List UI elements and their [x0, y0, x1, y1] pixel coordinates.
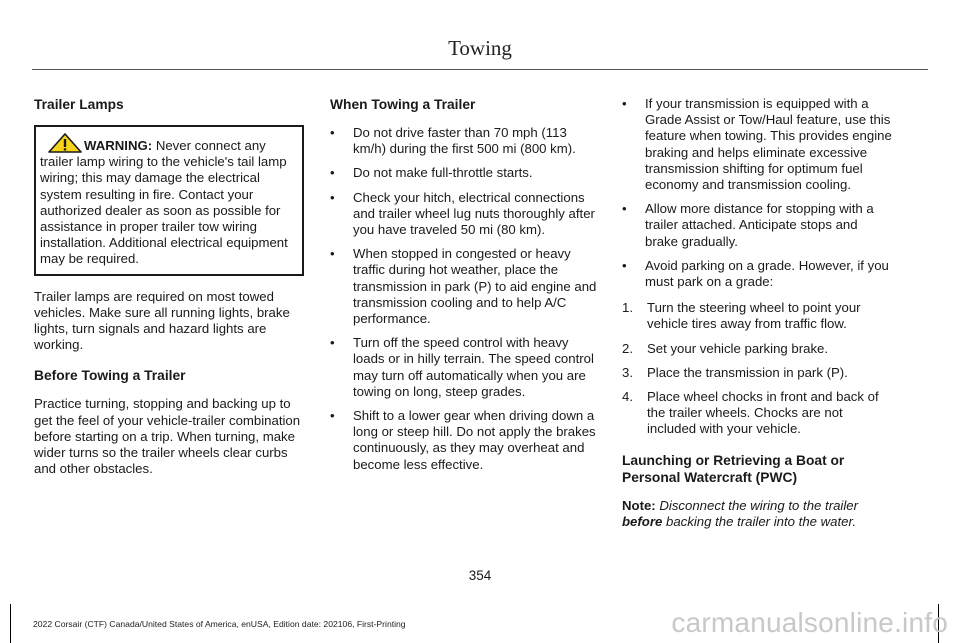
note-text-2: backing the trailer into the water.: [665, 513, 857, 529]
watermark: carmanualsonline.info: [671, 607, 948, 638]
towing-tips-list: [622, 96, 894, 290]
parking-steps-list: [622, 300, 894, 437]
before-towing-paragraph: Practice turning, stopping and backing up to get the feel of your vehicle-trailer combination before starting on a trip. When turning, make wider turns so the trailer wheels clear curbs and other obstacles.: [34, 396, 301, 477]
column-1: [34, 96, 304, 488]
list-item: [330, 246, 600, 327]
trailer-lamps-paragraph: Trailer lamps are required on most towed vehicles. Make sure all running lights, brake lights, turn signals and hazard lights are working.: [34, 288, 290, 353]
bullet-marker: •: [622, 201, 627, 217]
step-number: 4.: [622, 389, 633, 405]
bullet-marker: •: [330, 125, 335, 140]
note-text-1: Disconnect the wiring to the trailer: [659, 497, 859, 513]
list-item-text: Do not make full-throttle starts.: [353, 165, 533, 181]
step-text: Set your vehicle parking brake.: [647, 340, 829, 356]
bullet-marker: •: [330, 335, 335, 351]
list-item-text: Allow more distance for stopping with a trailer attached. Anticipate stops and brake gradually.: [645, 201, 874, 249]
list-item-text: If your transmission is equipped with a Grade Assist or Tow/Haul feature, use this feature when towing. This provides engine braking and helps eliminate excessive transmission shifting for optimum fuel economy and transmission cooling.: [645, 96, 892, 193]
list-item-text: Do not drive faster than 70 mph (113 km/h) during the first 500 mi (800 km).: [353, 125, 576, 157]
launching-heading: Launching or Retrieving a Boat or Personal Watercraft (PWC): [622, 452, 845, 485]
step-number: 2.: [622, 340, 633, 356]
warning-triangle-icon: [48, 133, 82, 153]
bullet-marker: •: [330, 189, 335, 205]
step-number: 3.: [622, 364, 633, 380]
warning-text: Never connect any trailer lamp wiring to the vehicle's tail lamp wiring; this may damage the electrical system resulting in fire. Contact your authorized dealer as soon as possible for assistance in proper trailer tow wiring installation. Additional electrical equipment may be required.: [40, 138, 288, 267]
list-item: [330, 335, 600, 400]
list-item: [622, 96, 894, 193]
note-label: Note:: [622, 497, 656, 513]
page-number: 354: [468, 568, 492, 583]
header-divider: [32, 69, 928, 70]
list-item-text: Turn off the speed control with heavy loads or in hilly terrain. The speed control may turn off automatically when you are towing on long, steep grades.: [353, 335, 594, 399]
note-paragraph: [622, 498, 894, 530]
list-item-text: Avoid parking on a grade. However, if you must park on a grade:: [645, 257, 889, 290]
warning-box: [34, 125, 304, 276]
page-header-title: Towing: [448, 36, 512, 60]
bullet-marker: •: [330, 408, 335, 424]
step-item: [622, 365, 894, 381]
when-towing-heading: When Towing a Trailer: [330, 97, 476, 112]
step-item: [622, 300, 894, 332]
bullet-marker: •: [330, 165, 335, 181]
when-towing-list: [330, 125, 600, 473]
list-item-text: Shift to a lower gear when driving down a long or steep hill. Do not apply the brakes continuously, as they may overheat and become less effective.: [353, 408, 596, 472]
bullet-marker: •: [330, 246, 335, 262]
list-item: [622, 201, 894, 250]
step-text: Place wheel chocks in front and back of the trailer wheels. Chocks are not included with your vehicle.: [647, 389, 879, 437]
step-number: 1.: [622, 300, 633, 316]
bullet-marker: •: [622, 96, 627, 111]
list-item: [330, 190, 600, 239]
step-text: Place the transmission in park (P).: [647, 364, 848, 380]
before-towing-heading: Before Towing a Trailer: [34, 368, 186, 384]
bullet-marker: •: [622, 257, 627, 273]
footer-edition-text: 2022 Corsair (CTF) Canada/United States of America, enUSA, Edition date: 202106, First-Printing: [33, 619, 406, 629]
list-item-text: Check your hitch, electrical connections and trailer wheel lug nuts thoroughly after you have traveled 50 mi (80 km).: [353, 189, 595, 238]
list-item: [330, 165, 600, 181]
step-item: [622, 389, 894, 438]
list-item: [330, 408, 600, 473]
note-emphasis: before: [622, 513, 663, 529]
step-text: Turn the steering wheel to point your vehicle tires away from traffic flow.: [647, 300, 861, 332]
list-item: [622, 258, 894, 290]
column-3: [622, 96, 894, 541]
trailer-lamps-heading: Trailer Lamps: [34, 97, 124, 112]
list-item-text: When stopped in congested or heavy traffic during hot weather, place the transmission in park (P) to aid engine and transmission cooling and to help A/C performance.: [353, 246, 597, 327]
crop-mark-left: [10, 604, 11, 643]
warning-label: WARNING:: [84, 138, 153, 153]
column-2: [330, 96, 600, 483]
list-item: [330, 125, 600, 157]
step-item: [622, 341, 894, 357]
